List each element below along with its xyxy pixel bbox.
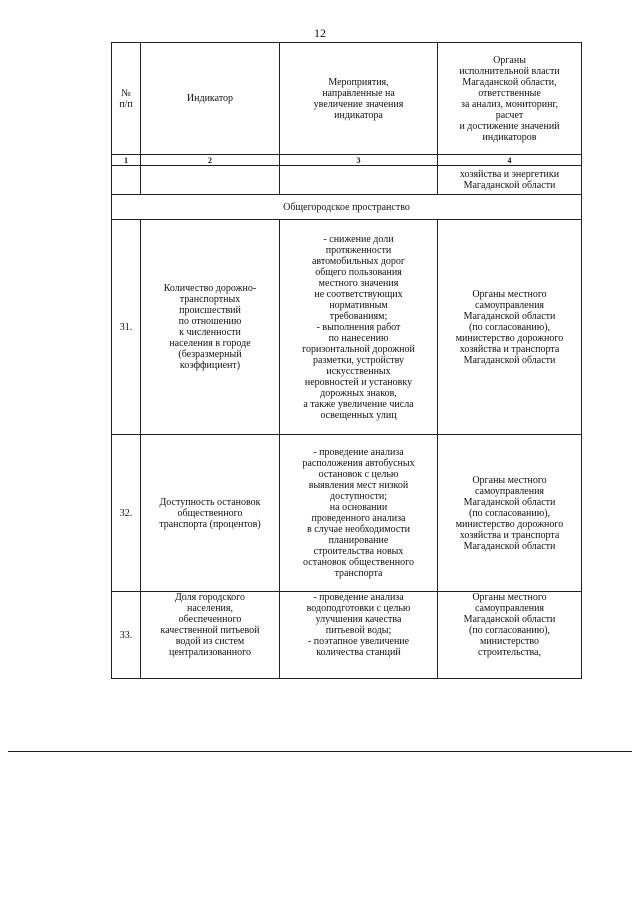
header-authorities: Органы исполнительной власти Магаданской области, ответственные за анализ, мониторинг, расчет и достижение значений индикаторов bbox=[438, 43, 582, 155]
section-row bbox=[112, 195, 582, 220]
table-row bbox=[112, 592, 582, 679]
page-bottom-rule bbox=[8, 751, 632, 752]
row-indicator: Доля городского населения, обеспеченного качественной питьевой водой из систем централизованного bbox=[141, 592, 280, 679]
row-authorities: Органы местного самоуправления Магаданской области (по согласованию), министерство строительства, bbox=[438, 592, 582, 679]
column-index-2: 2 bbox=[141, 155, 280, 166]
table-row bbox=[112, 220, 582, 435]
header-number: № п/п bbox=[112, 43, 141, 155]
row-authorities: Органы местного самоуправления Магаданской области (по согласованию), министерство дорожного хозяйства и транспорта Магаданской области bbox=[438, 435, 582, 592]
continuation-row bbox=[112, 166, 582, 195]
section-title: Общегородское пространство bbox=[112, 195, 582, 220]
row-indicator: Количество дорожно- транспортных происшествий по отношению к численности населения в городе (безразмерный коэффициент) bbox=[141, 220, 280, 435]
table-header-row bbox=[112, 43, 582, 155]
column-index-3: 3 bbox=[280, 155, 438, 166]
row-authorities: Органы местного самоуправления Магаданской области (по согласованию), министерство дорожного хозяйства и транспорта Магаданской области bbox=[438, 220, 582, 435]
table-row bbox=[112, 435, 582, 592]
row-number: 32. bbox=[112, 435, 141, 592]
header-measures: Мероприятия, направленные на увеличение значения индикатора bbox=[280, 43, 438, 155]
row-number: 33. bbox=[112, 592, 141, 679]
continuation-indicator bbox=[141, 166, 280, 195]
row-measures: - снижение доли протяженности автомобильных дорог общего пользования местного значения не соответствующих нормативным требованиям; - выполнения работ по нанесению горизонтальной дорожной разметки, устройству искусственных неровностей и установку дорожных знаков, а также увеличение числа освещенных улиц bbox=[280, 220, 438, 435]
continuation-measures bbox=[280, 166, 438, 195]
column-index-row bbox=[112, 155, 582, 166]
continuation-num bbox=[112, 166, 141, 195]
row-indicator: Доступность остановок общественного транспорта (процентов) bbox=[141, 435, 280, 592]
row-measures: - проведение анализа расположения автобусных остановок с целью выявления мест низкой доступности; на основании проведенного анализа в случае необходимости планирование строительства новых остановок общественного транспорта bbox=[280, 435, 438, 592]
indicators-table bbox=[111, 42, 582, 679]
row-measures: - проведение анализа водоподготовки с целью улучшения качества питьевой воды; - поэтапное увеличение количества станций bbox=[280, 592, 438, 679]
column-index-4: 4 bbox=[438, 155, 582, 166]
page-number: 12 bbox=[314, 26, 326, 40]
row-number: 31. bbox=[112, 220, 141, 435]
continuation-authorities: хозяйства и энергетики Магаданской области bbox=[438, 166, 582, 195]
header-indicator: Индикатор bbox=[141, 43, 280, 155]
column-index-1: 1 bbox=[112, 155, 141, 166]
